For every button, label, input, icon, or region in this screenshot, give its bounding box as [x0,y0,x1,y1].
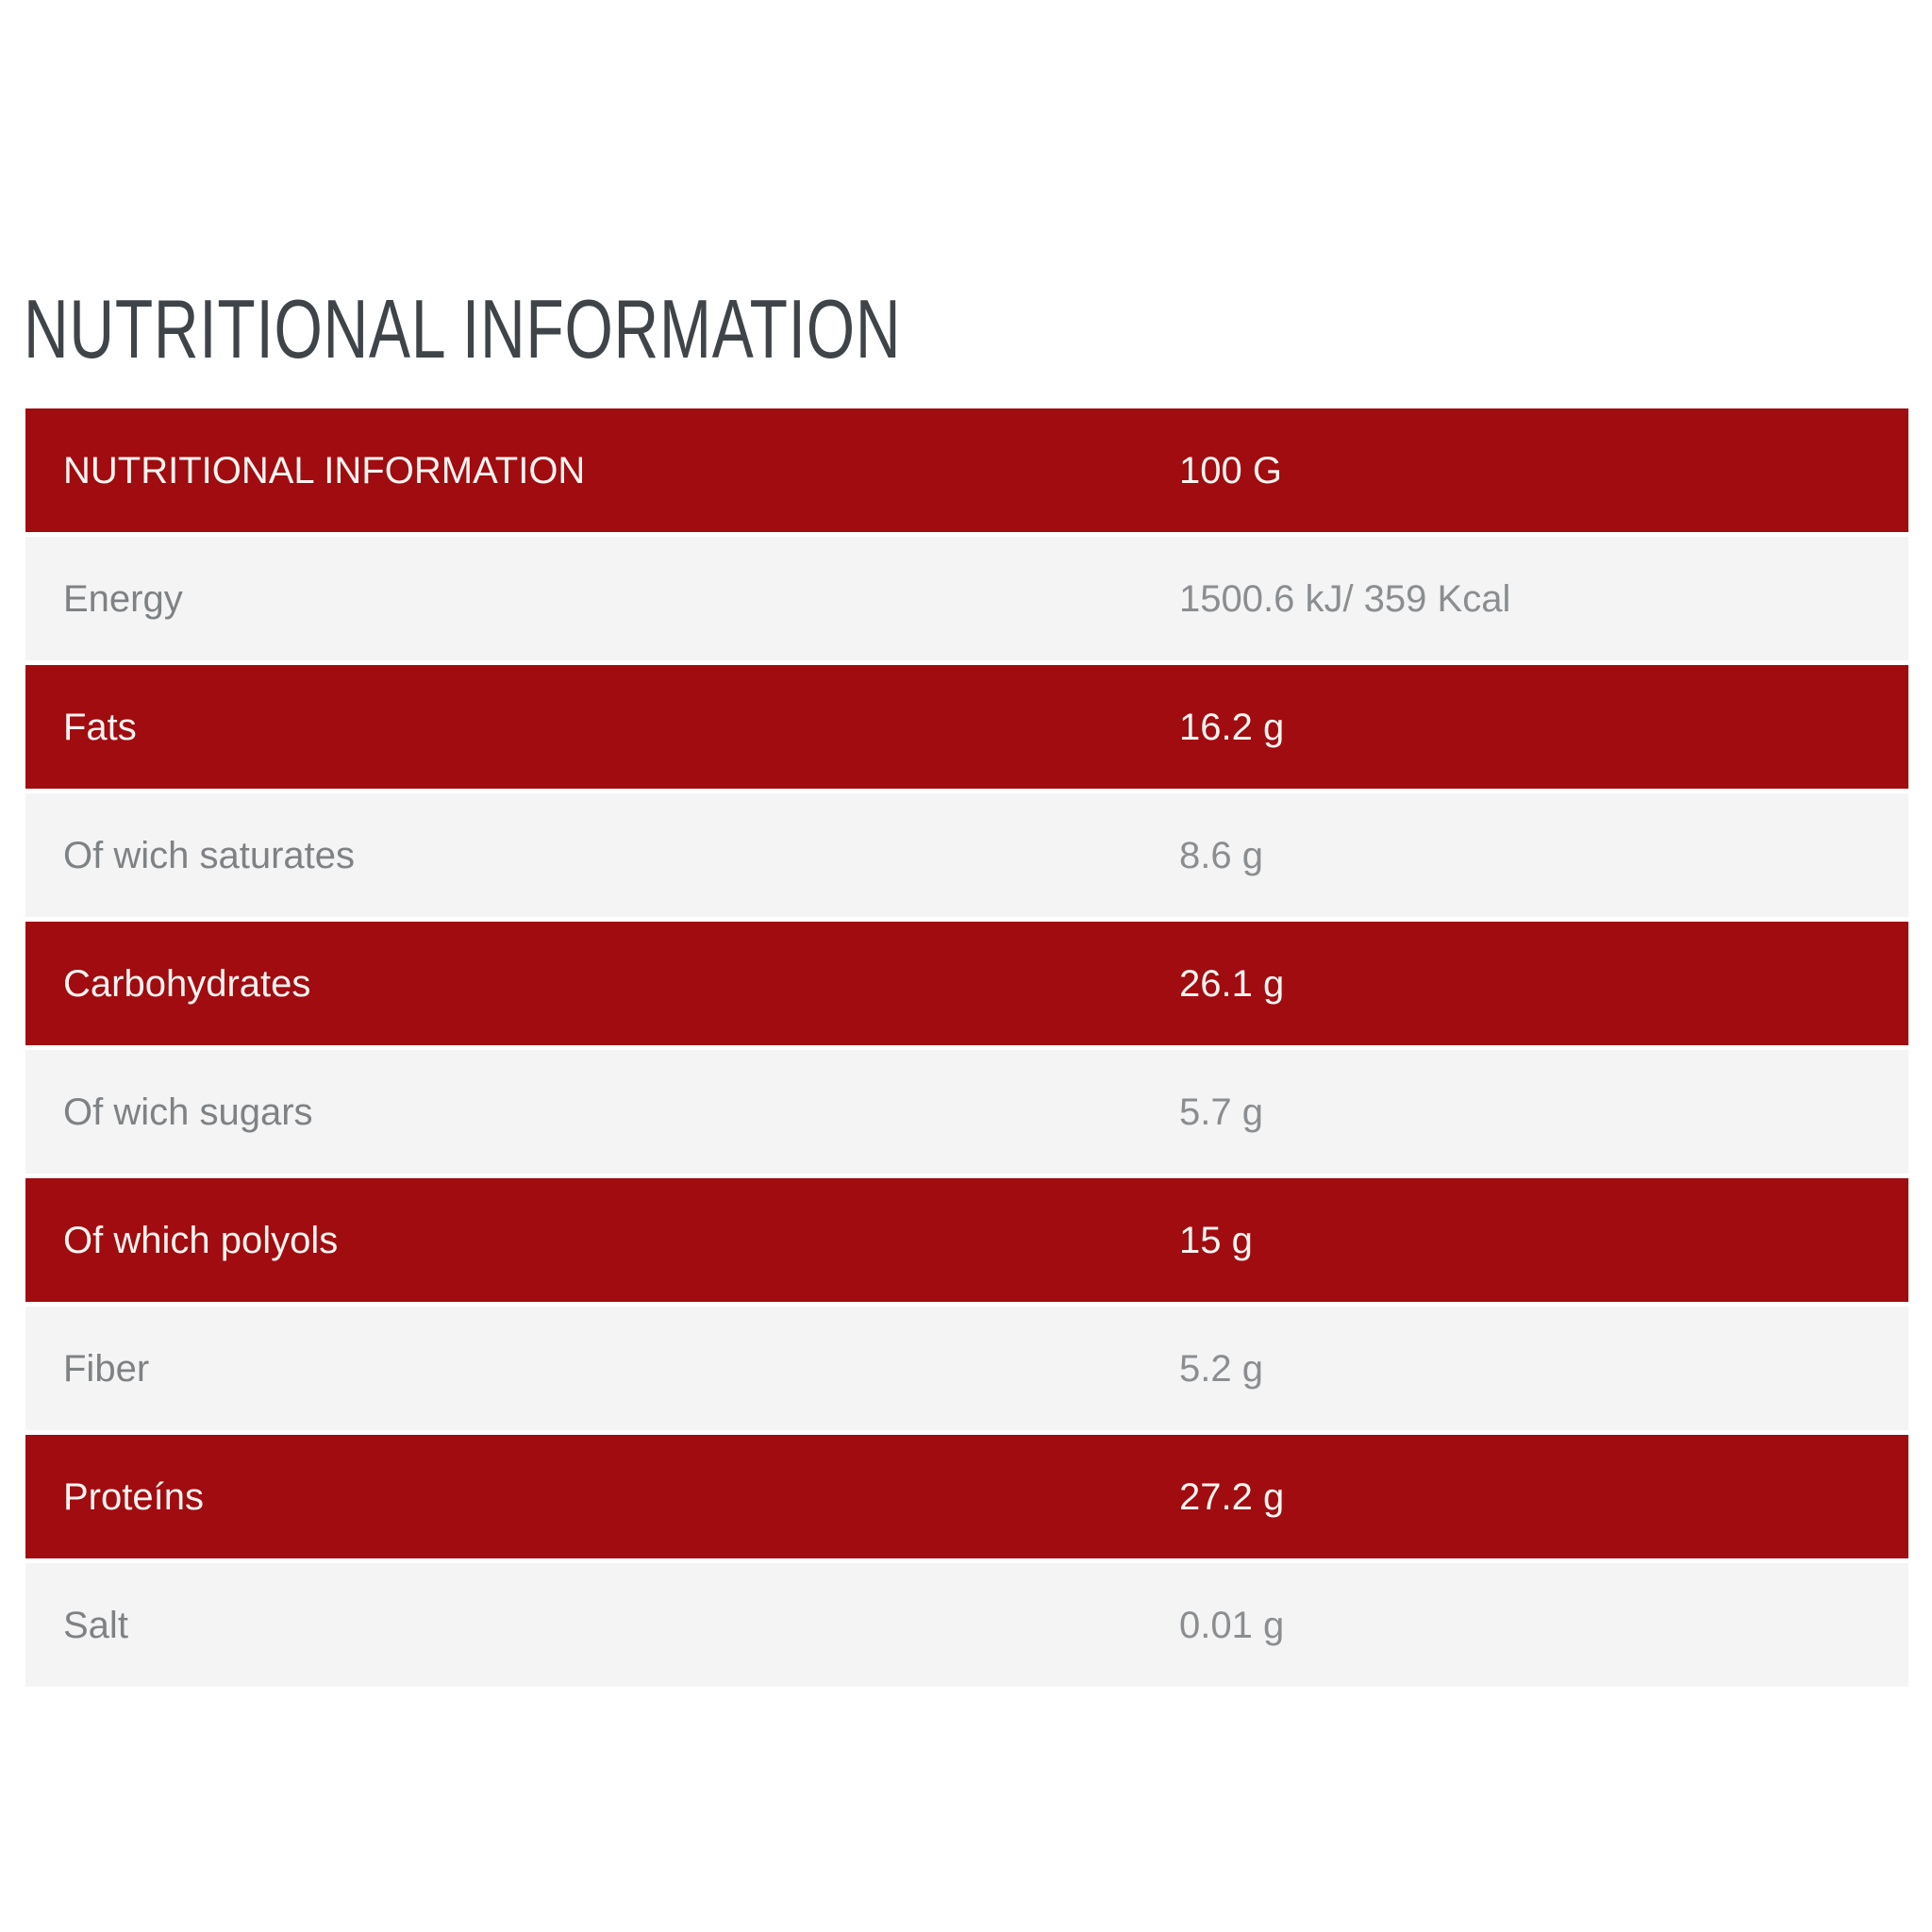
nutrient-value: 16.2 g [1179,706,1285,748]
table-header-row [25,408,1908,532]
table-row [25,537,1908,660]
nutrient-value: 5.7 g [1179,1091,1263,1133]
nutrient-label: Energy [63,577,183,620]
nutrient-label: Fats [63,706,137,748]
nutrient-value: 27.2 g [1179,1475,1285,1518]
table-header-value: 100 G [1179,449,1282,491]
nutrient-label: Of which polyols [63,1219,339,1261]
table-row [25,793,1908,917]
nutrient-value: 15 g [1179,1219,1253,1261]
table-header-label: NUTRITIONAL INFORMATION [63,449,586,491]
table-row [25,922,1908,1045]
table-row [25,1178,1908,1302]
nutrient-label: Fiber [63,1347,150,1390]
nutrient-label: Salt [63,1604,128,1646]
nutrient-value: 26.1 g [1179,962,1285,1005]
nutrient-value: 5.2 g [1179,1347,1263,1390]
nutrient-value: 0.01 g [1179,1604,1285,1646]
nutrient-value: 8.6 g [1179,834,1263,876]
nutrient-label: Carbohydrates [63,962,311,1005]
page-title: NUTRITIONAL INFORMATION [24,281,902,375]
table-row [25,665,1908,789]
table-row [25,1050,1908,1174]
nutrition-table [25,408,1908,1687]
nutrient-label: Of wich saturates [63,834,356,876]
nutrient-value: 1500.6 kJ/ 359 Kcal [1179,577,1511,620]
table-row [25,1563,1908,1687]
table-row [25,1307,1908,1430]
nutrient-label: Of wich sugars [63,1091,313,1133]
nutrient-label: Proteíns [63,1475,204,1518]
table-row [25,1435,1908,1558]
